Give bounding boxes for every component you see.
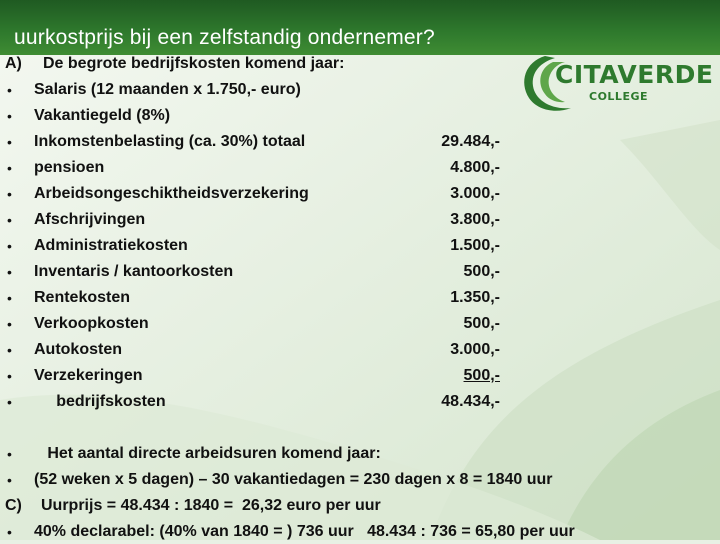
section-a-heading: De begrote bedrijfskosten komend jaar: — [43, 55, 345, 72]
section-c-line — [5, 494, 705, 518]
list-item — [5, 104, 705, 128]
list-item — [5, 312, 705, 336]
list-item — [5, 208, 705, 232]
section-b-line — [5, 468, 705, 492]
list-item — [5, 364, 705, 388]
cost-amount: 3.800,- — [450, 211, 500, 228]
bullet-icon: • — [7, 82, 12, 98]
bullet-icon: • — [7, 472, 12, 488]
list-item — [5, 156, 705, 180]
cost-amount: 1.500,- — [450, 237, 500, 254]
total-row — [5, 390, 705, 414]
cost-amount: 3.000,- — [450, 185, 500, 202]
title-bar — [0, 0, 720, 55]
list-item — [5, 286, 705, 310]
total-label: bedrijfskosten — [34, 393, 166, 410]
bullet-icon: • — [7, 160, 12, 176]
bullet-icon: • — [7, 316, 12, 332]
bullet-icon: • — [7, 264, 12, 280]
cost-label: Vakantiegeld (8%) — [34, 107, 171, 124]
bullet-icon: • — [7, 108, 12, 124]
cost-label: Salaris (12 maanden x 1.750,- euro) — [34, 81, 301, 98]
cost-amount: 500,- — [463, 367, 500, 384]
list-item — [5, 260, 705, 284]
section-c-text: 40% declarabel: (40% van 1840 = ) 736 uur 48.434 : 736 = 65,80 per uur — [34, 523, 575, 540]
section-c-marker: C) — [5, 497, 22, 514]
cost-label: Verkoopkosten — [34, 315, 149, 332]
bullet-icon: • — [7, 290, 12, 306]
list-item — [5, 182, 705, 206]
section-b-text: (52 weken x 5 dagen) – 30 vakantiedagen = 230 dagen x 8 = 1840 uur — [34, 471, 553, 488]
section-a-marker: A) — [5, 55, 22, 72]
page-title: uurkostprijs bij een zelfstandig ondernemer? — [14, 26, 435, 49]
cost-amount: 1.350,- — [450, 289, 500, 306]
cost-label: Rentekosten — [34, 289, 131, 306]
list-item — [5, 78, 705, 102]
list-item — [5, 130, 705, 154]
bullet-icon: • — [7, 186, 12, 202]
bullet-icon: • — [7, 368, 12, 384]
cost-amount: 500,- — [463, 263, 500, 280]
cost-amount: 29.484,- — [441, 133, 500, 150]
bullet-icon: • — [7, 238, 12, 254]
bullet-icon: • — [7, 446, 12, 462]
total-amount: 48.434,- — [441, 393, 500, 410]
section-c-line — [5, 520, 705, 544]
logo-wordmark: CITAVERDE — [555, 60, 714, 89]
cost-amount: 3.000,- — [450, 341, 500, 358]
cost-label: Verzekeringen — [34, 367, 143, 384]
cost-label: pensioen — [34, 159, 105, 176]
section-b-text: Het aantal directe arbeidsuren komend jaar: — [34, 445, 381, 462]
cost-amount: 4.800,- — [450, 159, 500, 176]
section-a-heading-line — [5, 52, 705, 76]
bullet-icon: • — [7, 394, 12, 410]
section-c-text: Uurprijs = 48.434 : 1840 = 26,32 euro per uur — [41, 497, 381, 514]
list-item — [5, 234, 705, 258]
cost-label: Inventaris / kantoorkosten — [34, 263, 234, 280]
cost-label: Afschrijvingen — [34, 211, 146, 228]
section-b-line — [5, 442, 705, 466]
bullet-icon: • — [7, 342, 12, 358]
logo-subtitle: COLLEGE — [589, 90, 648, 103]
cost-label: Autokosten — [34, 341, 122, 358]
cost-label: Arbeidsongeschiktheidsverzekering — [34, 185, 309, 202]
bullet-icon: • — [7, 212, 12, 228]
cost-label: Administratiekosten — [34, 237, 188, 254]
cost-label: Inkomstenbelasting (ca. 30%) totaal — [34, 133, 306, 150]
list-item — [5, 338, 705, 362]
cost-amount: 500,- — [463, 315, 500, 332]
bullet-icon: • — [7, 524, 12, 540]
bullet-icon: • — [7, 134, 12, 150]
